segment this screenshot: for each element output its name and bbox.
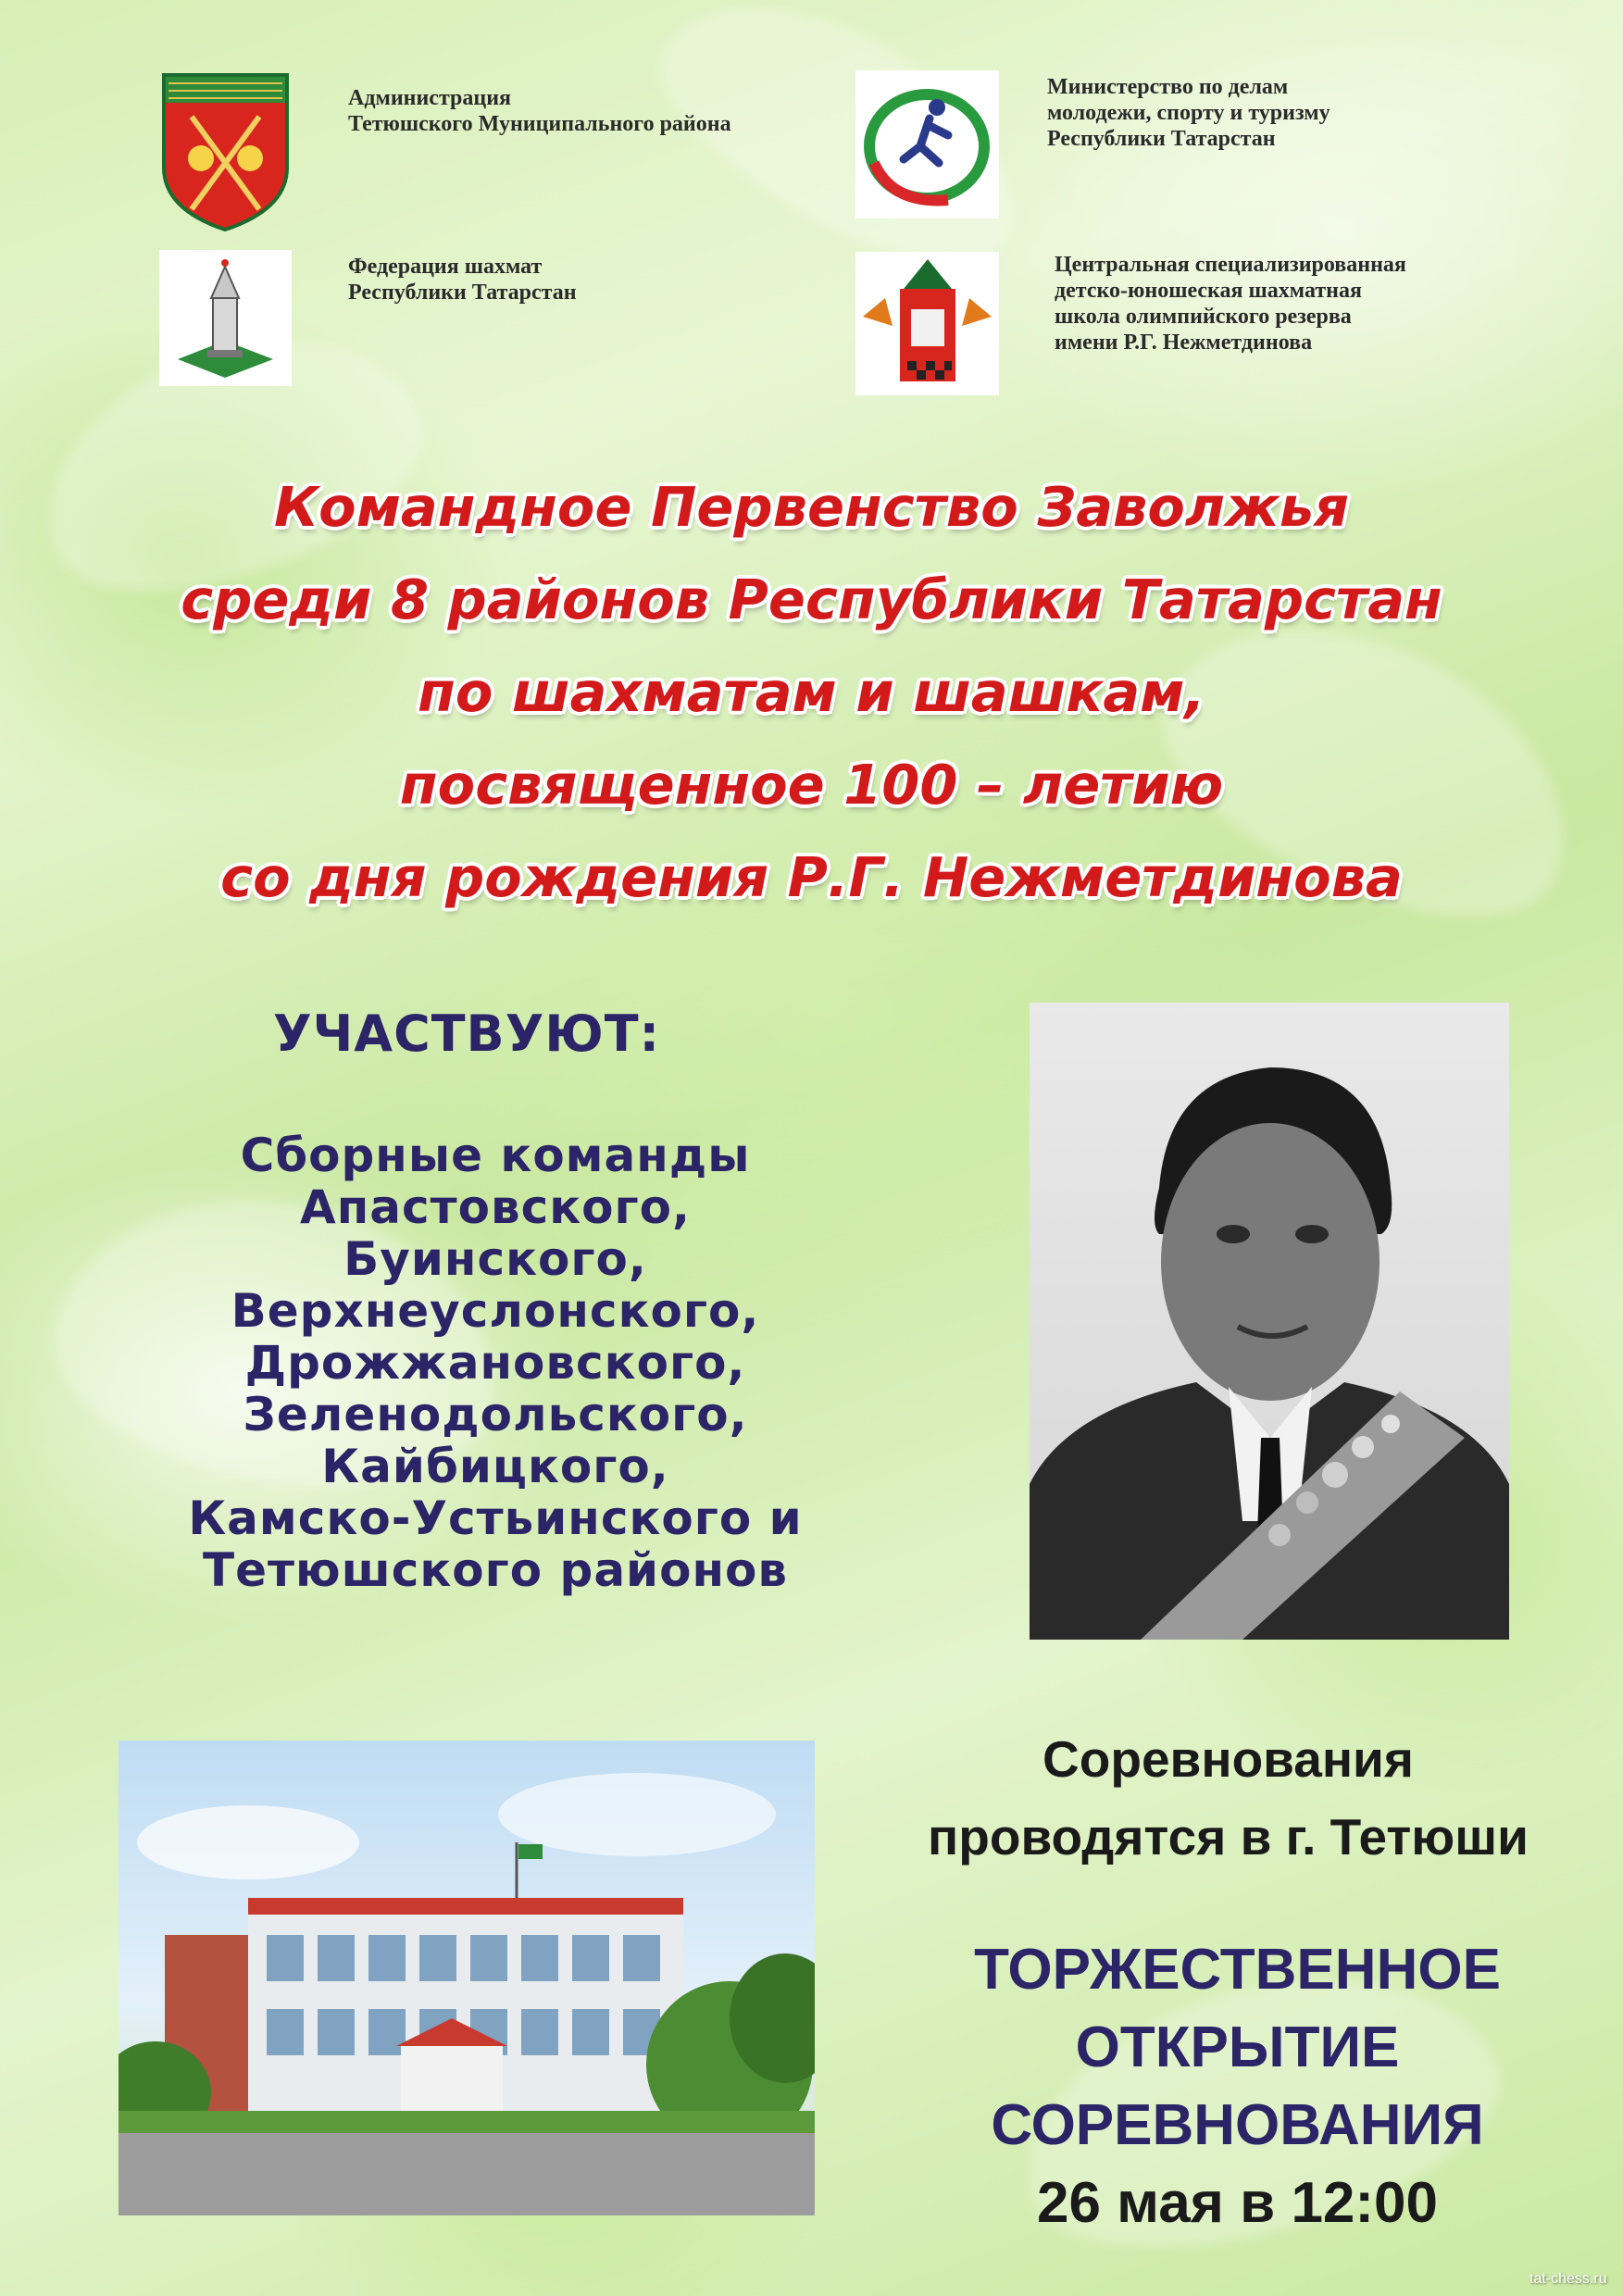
participant-line: Кайбицкого, [321,1440,669,1493]
venue-info [833,1720,1623,1876]
title-line: Командное Первенство Заволжья [273,475,1350,539]
ministry-logo [855,70,999,218]
chess-school-icon [855,252,999,395]
opening-line: СОРЕВНОВАНИЯ [991,2093,1484,2157]
opening-line: ТОРЖЕСТВЕННОЕ [974,1938,1501,2002]
participant-line: Верхнеуслонского, [231,1284,760,1338]
participants-list [88,1129,903,1596]
chess-school-logo [855,252,999,395]
chess-federation-logo [159,250,292,386]
event-title [0,461,1623,924]
ministry-sports-icon [855,70,999,218]
venue-line: Соревнования [1042,1730,1414,1788]
coat-of-arms-icon [159,70,292,232]
opening-line: ОТКРЫТИЕ [1075,2015,1400,2079]
title-line: посвященное 100 – летию [399,753,1224,817]
participant-line: Тетюшского районов [203,1543,788,1597]
building-icon [119,1741,815,2215]
participant-line: Буинского, [343,1232,647,1286]
portrait-silhouette-icon [1030,1003,1509,1640]
participant-line: Сборные команды [240,1129,751,1182]
org-ministry: Министерство по делам молодежи, спорту и туризму Республики Татарстан [1047,75,1330,151]
portrait-photo [1030,1003,1509,1640]
participants-heading: УЧАСТВУЮТ: [273,1004,661,1063]
coat-of-arms-logo [159,70,292,232]
title-line: по шахматам и шашкам, [418,660,1205,724]
tower-chess-icon [159,250,292,386]
opening-info [852,1931,1623,2242]
org-administration: Администрация Тетюшского Муниципального района [348,86,731,136]
opening-date: 26 мая в 12:00 [1036,2171,1439,2235]
org-chess-federation: Федерация шахмат Республики Татарстан [348,255,577,305]
participant-line: Зеленодольского, [243,1388,748,1441]
title-line: со дня рождения Р.Г. Нежметдинова [220,845,1403,909]
title-line: среди 8 районов Республики Татарстан [181,568,1442,631]
participant-line: Апастовского, [300,1180,691,1234]
org-chess-school: Центральная специализированная детско-юношеская шахматная школа олимпийского резерва имени Р.Г. Нежметдинова [1055,253,1406,355]
venue-line: проводятся в г. Тетюши [928,1808,1529,1866]
participant-line: Дрожжановского, [244,1336,746,1390]
participant-line: Камско-Устьинского и [188,1491,803,1545]
watermark: tat-chess.ru [1529,2271,1607,2287]
building-photo [119,1741,815,2215]
